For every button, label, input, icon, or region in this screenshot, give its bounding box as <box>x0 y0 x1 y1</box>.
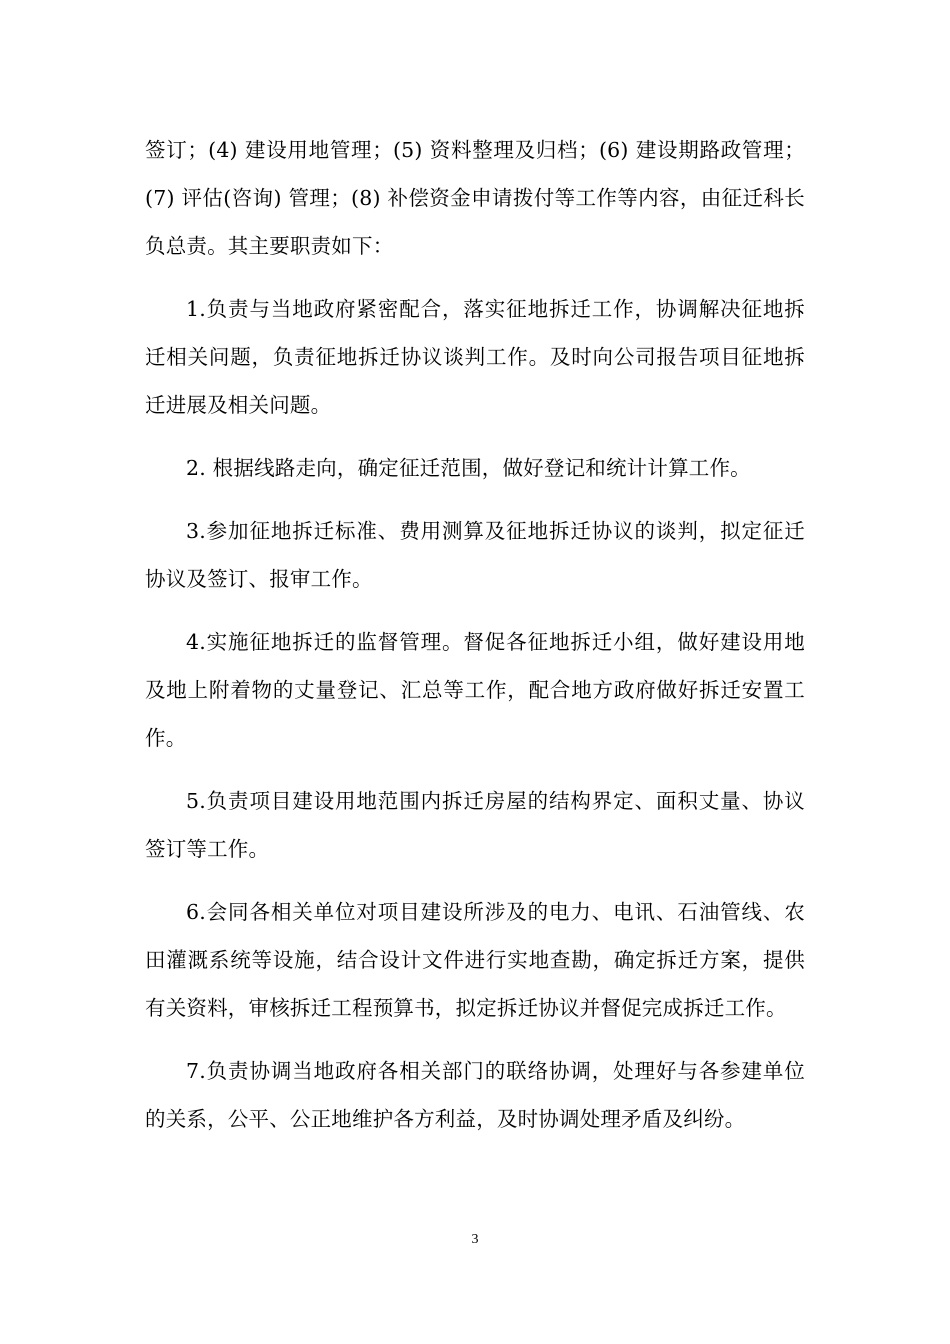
document-body <box>145 126 805 1158</box>
paragraph-duty-4: 4.实施征地拆迁的监督管理。督促各征地拆迁小组，做好建设用地及地上附着物的丈量登记、汇总等工作，配合地方政府做好拆迁安置工作。 <box>145 630 805 750</box>
paragraph-duty-2: 2. 根据线路走向，确定征迁范围，做好登记和统计计算工作。 <box>186 456 751 480</box>
paragraph-duty-6: 6.会同各相关单位对项目建设所涉及的电力、电讯、石油管线、农田灌溉系统等设施，结合设计文件进行实地查勘，确定拆迁方案，提供有关资料，审核拆迁工程预算书，拟定拆迁协议并督促完成拆迁工作。 <box>145 900 805 1020</box>
paragraph-duty-3: 3.参加征地拆迁标准、费用测算及征地拆迁协议的谈判，拟定征迁协议及签订、报审工作。 <box>145 519 805 591</box>
paragraph-duty-7: 7.负责协调当地政府各相关部门的联络协调，处理好与各参建单位的关系，公平、公正地维护各方利益，及时协调处理矛盾及纠纷。 <box>145 1059 805 1131</box>
paragraph-duty-1: 1.负责与当地政府紧密配合，落实征地拆迁工作，协调解决征地拆迁相关问题，负责征地拆迁协议谈判工作。及时向公司报告项目征地拆迁进展及相关问题。 <box>145 297 805 417</box>
paragraph-duty-5: 5.负责项目建设用地范围内拆迁房屋的结构界定、面积丈量、协议签订等工作。 <box>145 789 805 861</box>
page-number: 3 <box>471 1232 479 1247</box>
paragraph-continuation: 签订；(4) 建设用地管理；(5) 资料整理及归档；(6) 建设期路政管理；(7) 评估(咨询) 管理；(8) 补偿资金申请拨付等工作等内容，由征迁科长负总责。其主要职责如下： <box>145 138 805 258</box>
